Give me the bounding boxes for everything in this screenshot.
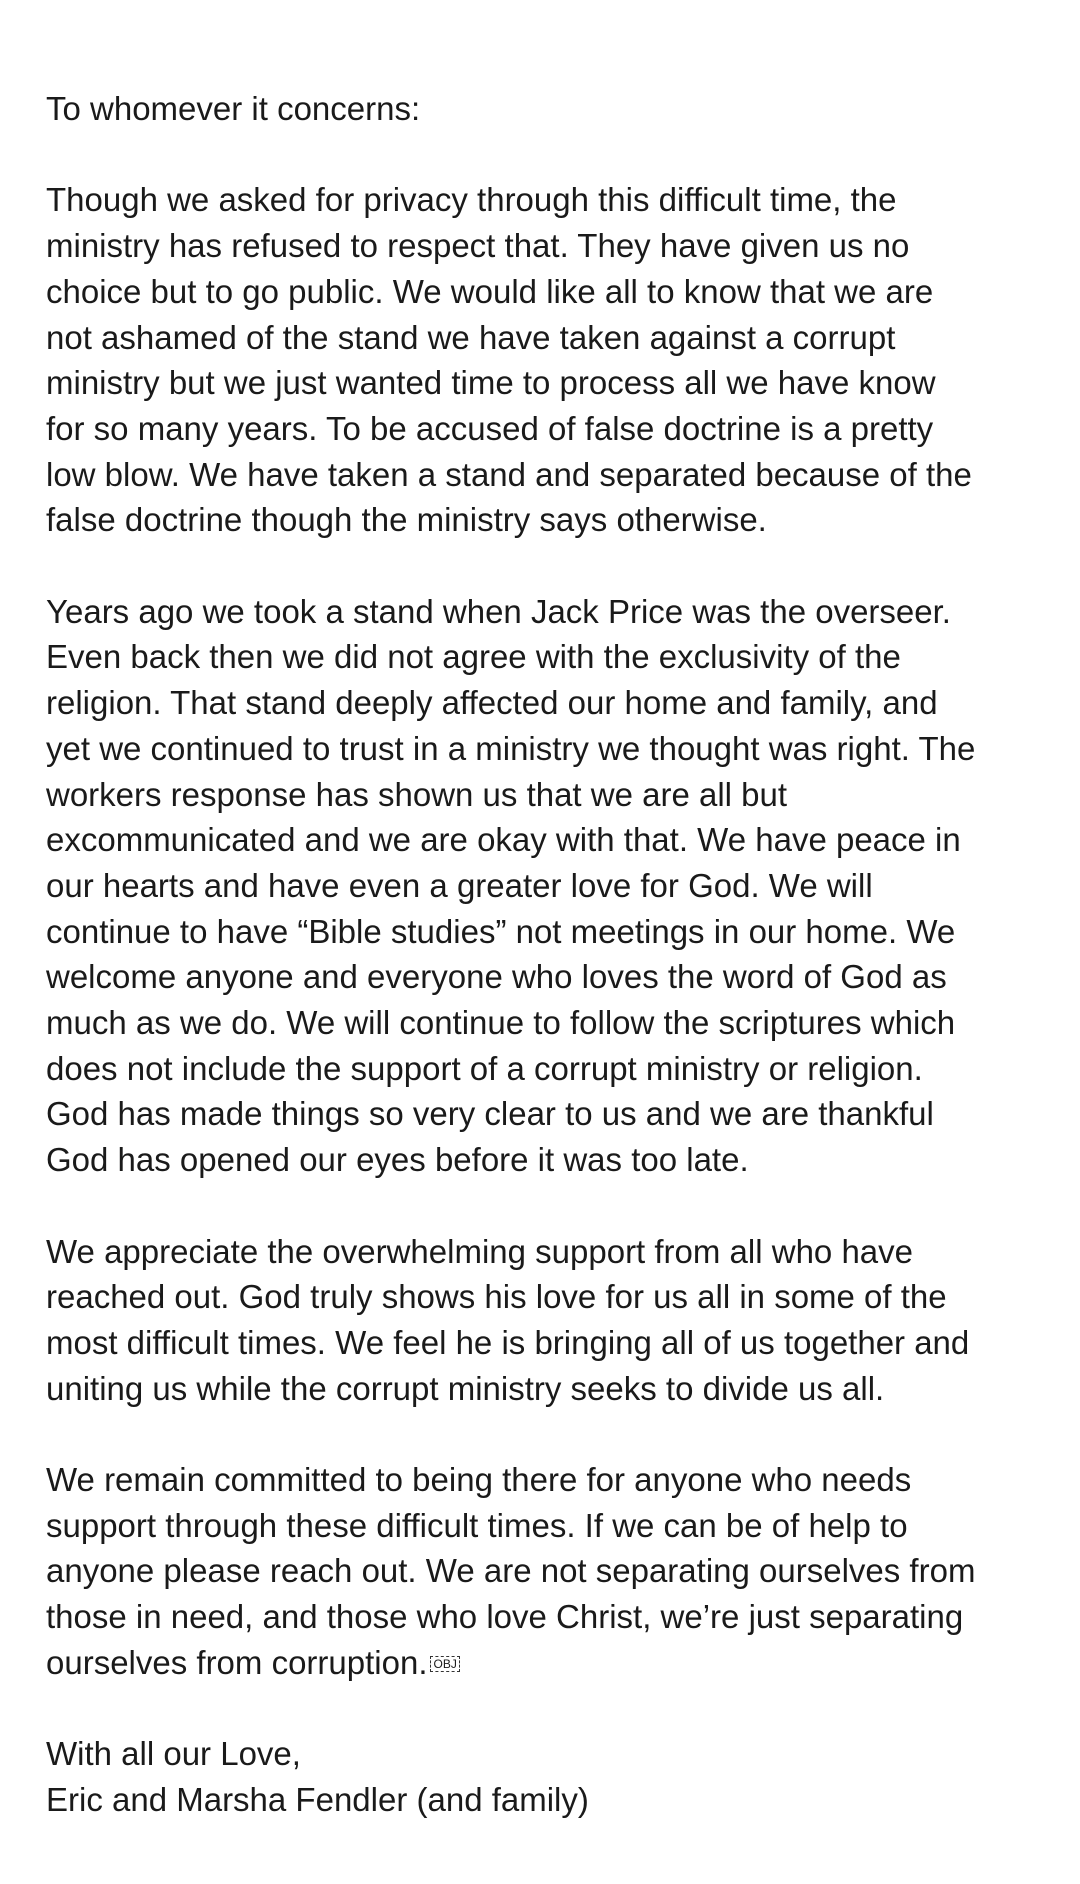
paragraph-support: We appreciate the overwhelming support from all who have reached out. God truly shows his love for us all in some of the most difficult times. We feel he is bringing all of us together and uniting us while the corrupt ministry seeks to divide us all.	[46, 1232, 970, 1407]
paragraph-commitment	[46, 1457, 1046, 1686]
object-replacement-icon: OBJ	[430, 1656, 459, 1672]
paragraph-gap	[46, 1686, 1046, 1732]
paragraph-gap	[46, 1411, 1046, 1457]
paragraph-privacy: Though we asked for privacy through this difficult time, the ministry has refused to respect that. They have given us no choice but to go public. We would like all to know that we are not ashamed of the stand we have taken against a corrupt ministry but we just wanted time to process all we have know for so many years. To be accused of false doctrine is a pretty low blow. We have taken a stand and separated because of the false doctrine though the ministry says otherwise.	[46, 181, 972, 539]
paragraph-gap	[46, 1183, 1046, 1229]
paragraph-history: Years ago we took a stand when Jack Price was the overseer. Even back then we did not agree with the exclusivity of the religion. That stand deeply affected our home and family, and yet we continued to trust in a ministry we thought was right. The workers response has shown us that we are all but excommunicated and we are okay with that. We have peace in our hearts and have even a greater love for God. We will continue to have “Bible studies” not meetings in our home. We welcome anyone and everyone who loves the word of God as much as we do. We will continue to follow the scriptures which does not include the support of a corrupt ministry or religion. God has made things so very clear to us and we are thankful God has opened our eyes before it was too late.	[46, 592, 976, 1179]
salutation: To whomever it concerns:	[46, 90, 421, 127]
paragraph-gap	[46, 543, 1046, 589]
letter-body	[46, 86, 1046, 1823]
paragraph-commitment-text: We remain committed to being there for anyone who needs support through these difficult times. If we can be of help to anyone please reach out. We are not separating ourselves from those in need, and those who love Christ, we’re just separating ourselves from corruption.	[46, 1461, 976, 1681]
paragraph-gap	[46, 132, 1046, 178]
closing: With all our Love,	[46, 1735, 301, 1773]
signature: Eric and Marsha Fendler (and family)	[46, 1780, 589, 1818]
